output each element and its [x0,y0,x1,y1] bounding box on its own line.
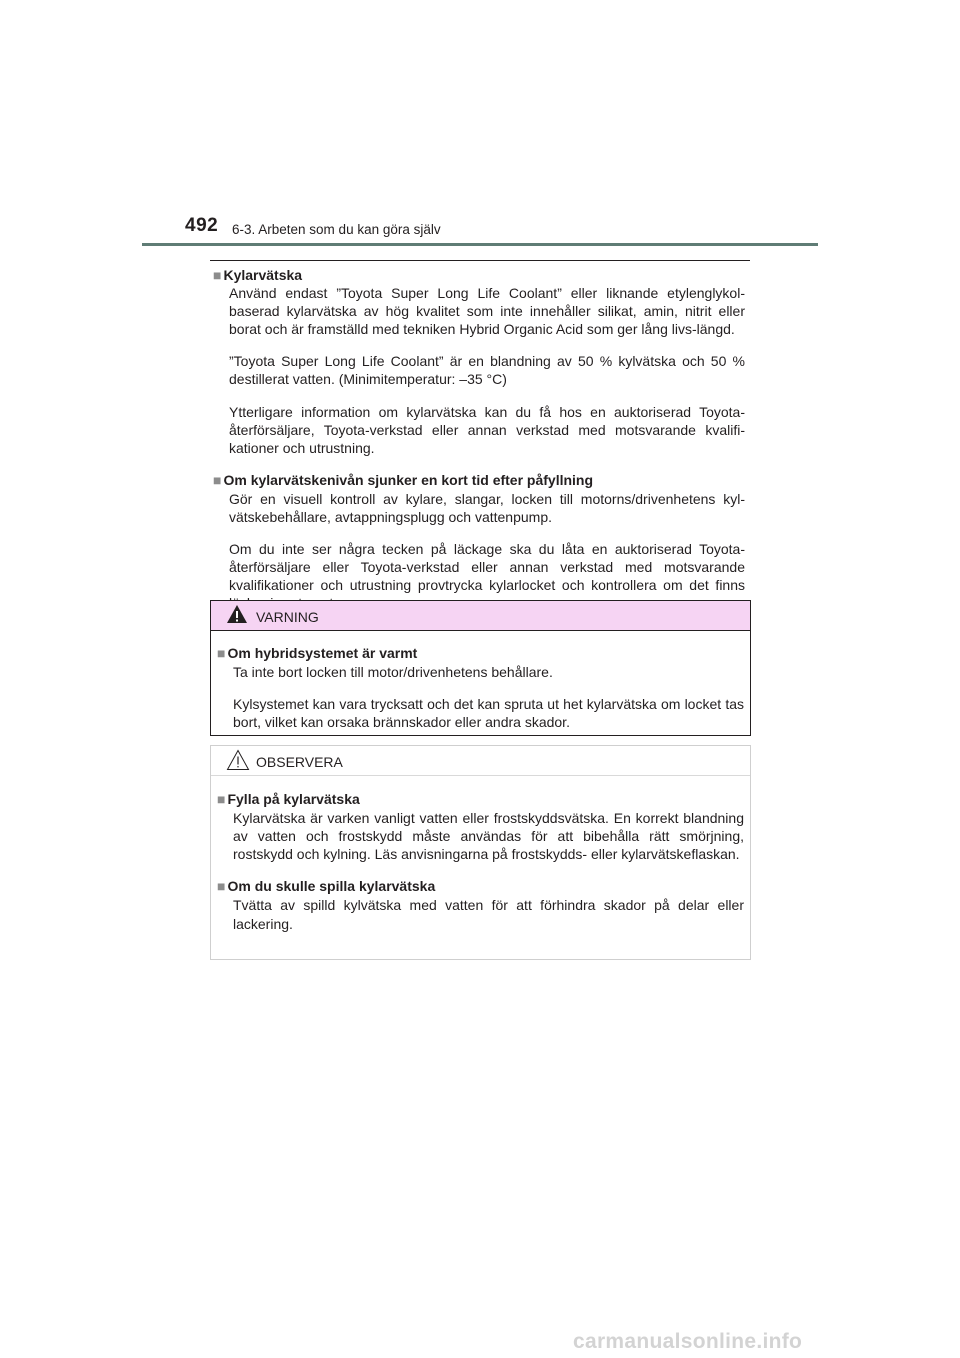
paragraph: Använd endast ”Toyota Super Long Life Coolant” eller liknande etylenglykol-baserad kylarvätska av hög kvalitet som inte innehåller silikat, amin, nitrit eller borat och är framställd med tekniken Hybrid Organic Acid som ger lång livs-längd. [229,285,745,338]
bullet-square-icon: ■ [213,267,222,283]
notice-item-title: ■ Fylla på kylarvätska [217,791,360,807]
notice-item [214,877,744,932]
warning-item-title: ■ Om hybridsystemet är varmt [217,645,418,661]
header-rule [142,243,818,246]
bullet-square-icon: ■ [217,791,226,807]
warning-box [210,600,751,736]
main-content [210,266,745,627]
warning-header [211,601,750,631]
notice-item [214,790,744,863]
notice-item-title: ■ Om du skulle spilla kylarvätska [217,878,436,895]
section-title: 6-3. Arbeten som du kan göra själv [232,222,441,237]
paragraph: Kylarvätska är varken vanligt vatten eller frostskyddsvätska. En korrekt blandning av vatten och frostskydd måste användas för att bibehålla rätt smörjning, rostskydd och kylning. Läs anvisningarna på frostskydds- eller kylarvätskeflaskan. [233,810,744,863]
section-coolant [210,266,745,457]
caution-triangle-outline-icon [226,749,250,771]
warning-body [211,631,750,731]
section-title-coolant-level: ■ Om kylarvätskenivån sjunker en kort tid efter påfyllning [213,471,594,488]
paragraph: Kylsystemet kan vara trycksatt och det kan spruta ut het kylarvätska om locket tas bort, vilket kan orsaka brännskador eller andra skador. [233,696,744,731]
page-number: 492 [185,215,219,236]
bullet-square-icon: ■ [213,471,222,488]
notice-body [211,776,750,933]
section-coolant-level [210,471,745,613]
watermark-logo: carmanualsonline.info [573,1330,803,1353]
paragraph: Ta inte bort locken till motor/drivenhetens behållare. [233,664,553,681]
notice-label: OBSERVERA [256,754,343,770]
section-title-coolant: ■ Kylarvätska [213,267,303,283]
paragraph: Tvätta av spilld kylvätska med vatten för att förhindra skador på delar eller lackering. [233,897,744,932]
notice-box [210,745,751,960]
bullet-square-icon: ■ [217,878,226,895]
notice-header [211,746,750,776]
warning-label: VARNING [256,609,319,625]
warning-triangle-icon [226,604,248,624]
content-rule [210,260,750,261]
bullet-square-icon: ■ [217,645,226,661]
paragraph: Ytterligare information om kylarvätska kan du få hos en auktoriserad Toyota-återförsäljare, Toyota-verkstad eller annan verkstad med motsvarande kvalifi-kationer och utrustning. [229,403,745,456]
paragraph: Om du inte ser några tecken på läckage ska du låta en auktoriserad Toyota-återförsäljare eller Toyota-verkstad eller annan verkstad med motsvarande kvalifikationer och utrustning provtrycka kylarlocket och kontrollera om det finns [229,541,745,594]
paragraph: ”Toyota Super Long Life Coolant” är en blandning av 50 % kylvätska och 50 % destillerat vatten. (Minimitemperatur: –35 °C) [229,353,745,388]
paragraph: Gör en visuell kontroll av kylare, slangar, locken till motorns/drivenhetens kyl-vätskebehållare, avtappningsplugg och vattenpump. [229,490,745,526]
